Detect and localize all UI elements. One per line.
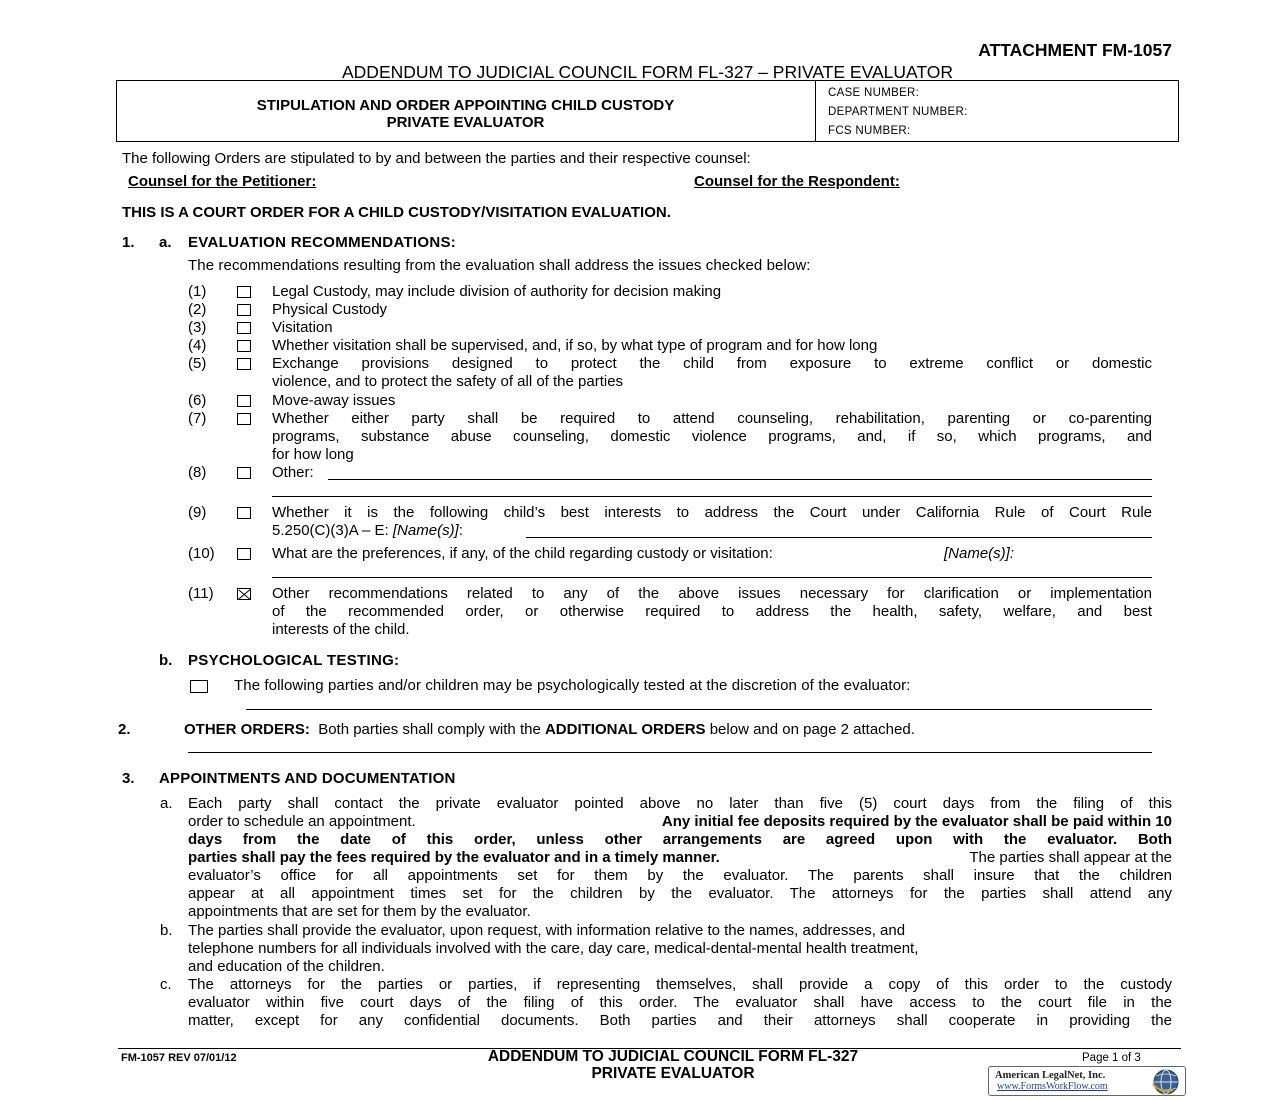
section3a-line4-bold: parties shall pay the fees required by the evaluator and in a timely manner.	[188, 849, 720, 866]
form-title-line2: PRIVATE EVALUATOR	[386, 114, 545, 131]
header-divider	[815, 80, 816, 142]
item-2-checkbox[interactable]	[237, 304, 251, 316]
item-9-name-hint: [Name(s)]	[392, 522, 459, 539]
evaluation-recommendations-heading: EVALUATION RECOMMENDATIONS:	[188, 234, 457, 251]
item-8-blank-line1[interactable]	[328, 479, 1152, 480]
section2-number: 2.	[118, 721, 131, 738]
item-10-checkbox[interactable]	[237, 548, 251, 560]
item-4-text: Whether visitation shall be supervised, and, if so, by what type of program and for how long	[272, 337, 878, 354]
stipulation-text: The following Orders are stipulated to by and between the parties and their respective counsel:	[122, 150, 751, 167]
section3b-letter: b.	[160, 922, 173, 939]
psychological-testing-text: The following parties and/or children may be psychologically tested at the discretion of the evaluator:	[234, 677, 911, 694]
item-9-num: (9)	[188, 504, 207, 521]
item-11-checkbox-checked[interactable]	[237, 588, 251, 600]
psychological-testing-blank-line[interactable]	[246, 709, 1152, 710]
court-order-statement: THIS IS A COURT ORDER FOR A CHILD CUSTODY/VISITATION EVALUATION.	[122, 204, 671, 221]
footer-form-id: FM-1057 REV 07/01/12	[121, 1052, 237, 1064]
item-10-blank-line[interactable]	[272, 577, 1152, 578]
item-2-num: (2)	[188, 301, 207, 318]
item-8-num: (8)	[188, 464, 207, 481]
item-3-checkbox[interactable]	[237, 322, 251, 334]
section3a-line6: appear at all appointment times set for the children by the evaluator. The attorneys for the parties shall attend any	[188, 885, 1172, 902]
section3a-letter: a.	[160, 795, 173, 812]
item-8-blank-line2[interactable]	[272, 496, 1152, 497]
item-2-text: Physical Custody	[272, 301, 388, 318]
section3-number: 3.	[122, 770, 135, 787]
other-orders-heading: OTHER ORDERS:	[184, 721, 310, 738]
attachment-label: ATTACHMENT FM-1057	[978, 40, 1172, 60]
item-4-num: (4)	[188, 337, 207, 354]
footer-title-line1: ADDENDUM TO JUDICIAL COUNCIL FORM FL-327	[487, 1048, 859, 1065]
fcs-number-label: FCS NUMBER:	[828, 125, 911, 137]
section3c-line2: evaluator within five court days of the filing of this order. The evaluator shall have access to the court file in the	[188, 994, 1172, 1011]
item-11-num: (11)	[188, 585, 214, 602]
footer-title-line2: PRIVATE EVALUATOR	[591, 1065, 755, 1082]
other-orders-text-before: Both parties shall comply with the	[318, 721, 541, 738]
item-4-checkbox[interactable]	[237, 340, 251, 352]
item-6-checkbox[interactable]	[237, 395, 251, 407]
counsel-respondent-label: Counsel for the Respondent:	[694, 173, 900, 190]
item-1-text: Legal Custody, may include division of authority for decision making	[272, 283, 722, 300]
section3c-line3: matter, except for any confidential documents. Both parties and their attorneys shall cooperate in providing the	[188, 1012, 1172, 1029]
section3a-line4-normal: The parties shall appear at the	[969, 849, 1172, 866]
item-7-checkbox[interactable]	[237, 413, 251, 425]
section3b-line3: and education of the children.	[188, 958, 385, 975]
item-7-text-line2: programs, substance abuse counseling, domestic violence programs, and, if so, which programs, and	[272, 428, 1152, 445]
item-9-text-line2: 5.250(C)(3)A – E:	[272, 522, 393, 539]
item-9-checkbox[interactable]	[237, 507, 251, 519]
other-orders-text-after: below and on page 2 attached.	[709, 721, 915, 738]
item-5-text-line1: Exchange provisions designed to protect the child from exposure to extreme conflict or domestic	[272, 355, 1152, 372]
section3b-line2: telephone numbers for all individuals involved with the care, day care, medical-dental-mental health treatment,	[188, 940, 919, 957]
item-5-text-line2: violence, and to protect the safety of all of the parties	[272, 373, 624, 390]
counsel-petitioner-label: Counsel for the Petitioner:	[128, 173, 317, 190]
globe-icon	[1151, 1068, 1181, 1096]
item-6-num: (6)	[188, 392, 207, 409]
section3b-line1: The parties shall provide the evaluator, upon request, with information relative to the names, addresses, and	[188, 922, 906, 939]
item-5-num: (5)	[188, 355, 207, 372]
item-3-num: (3)	[188, 319, 207, 336]
american-legalnet-logo[interactable]	[988, 1066, 1186, 1096]
item-10-name-hint: [Name(s)]:	[944, 545, 1015, 562]
item-8-checkbox[interactable]	[237, 467, 251, 479]
item-8-label: Other:	[272, 464, 314, 481]
section1-number: 1.	[122, 234, 135, 251]
recommendations-intro: The recommendations resulting from the evaluation shall address the issues checked below:	[188, 257, 811, 274]
section1b-letter: b.	[159, 652, 173, 669]
item-3-text: Visitation	[272, 319, 333, 336]
form-title-line1: STIPULATION AND ORDER APPOINTING CHILD CUSTODY	[256, 97, 675, 114]
appointments-heading: APPOINTMENTS AND DOCUMENTATION	[159, 770, 456, 787]
section3a-line3-bold: days from the date of this order, unless other arrangements are agreed upon with the evaluator. Both	[188, 831, 1172, 848]
section1a-letter: a.	[159, 234, 172, 251]
psychological-testing-checkbox[interactable]	[190, 680, 208, 693]
addendum-title: ADDENDUM TO JUDICIAL COUNCIL FORM FL-327 – PRIVATE EVALUATOR	[342, 62, 953, 82]
item-5-checkbox[interactable]	[237, 358, 251, 370]
section3a-line7: appointments that are set for them by the evaluator.	[188, 903, 531, 920]
item-1-num: (1)	[188, 283, 207, 300]
additional-orders-emphasis: ADDITIONAL ORDERS	[544, 721, 706, 738]
logo-company-name: American LegalNet, Inc.	[995, 1070, 1106, 1081]
item-10-text: What are the preferences, if any, of the child regarding custody or visitation:	[272, 545, 773, 562]
item-7-num: (7)	[188, 410, 207, 427]
section3a-line1: Each party shall contact the private evaluator pointed above no later than five (5) court days from the filing of this	[188, 795, 1172, 812]
section3a-line5: evaluator’s office for all appointments set for them by the evaluator. The parents shall insure that the children	[188, 867, 1172, 884]
other-orders-blank-line[interactable]	[188, 752, 1152, 753]
item-1-checkbox[interactable]	[237, 286, 251, 298]
item-6-text: Move-away issues	[272, 392, 396, 409]
section3a-line2-bold: Any initial fee deposits required by the evaluator shall be paid within 10	[661, 813, 1172, 830]
item-11-text-line1: Other recommendations related to any of the above issues necessary for clarification or implementation	[272, 585, 1152, 602]
section3c-line1: The attorneys for the parties or parties, if representing themselves, shall provide a copy of this order to the custody	[188, 976, 1172, 993]
item-11-text-line3: interests of the child.	[272, 621, 410, 638]
case-number-label: CASE NUMBER:	[828, 87, 920, 99]
item-7-text-line3: for how long	[272, 446, 354, 463]
item-9-text-line1: Whether it is the following child’s best interests to address the Court under California Rule of Court Rule	[272, 504, 1152, 521]
logo-url[interactable]: www.FormsWorkFlow.com	[997, 1081, 1108, 1092]
footer-page-number: Page 1 of 3	[1082, 1052, 1141, 1064]
section3c-letter: c.	[160, 976, 172, 993]
item-10-num: (10)	[188, 545, 215, 562]
item-9-blank-line[interactable]	[526, 537, 1152, 538]
psychological-testing-heading: PSYCHOLOGICAL TESTING:	[188, 652, 400, 669]
department-number-label: DEPARTMENT NUMBER:	[828, 106, 968, 118]
item-9-colon: :	[458, 522, 463, 539]
section3a-line2-normal: order to schedule an appointment.	[188, 813, 416, 830]
item-7-text-line1: Whether either party shall be required to attend counseling, rehabilitation, parenting or co-parenting	[272, 410, 1152, 427]
item-11-text-line2: of the recommended order, or otherwise required to address the health, safety, welfare, and best	[272, 603, 1152, 620]
